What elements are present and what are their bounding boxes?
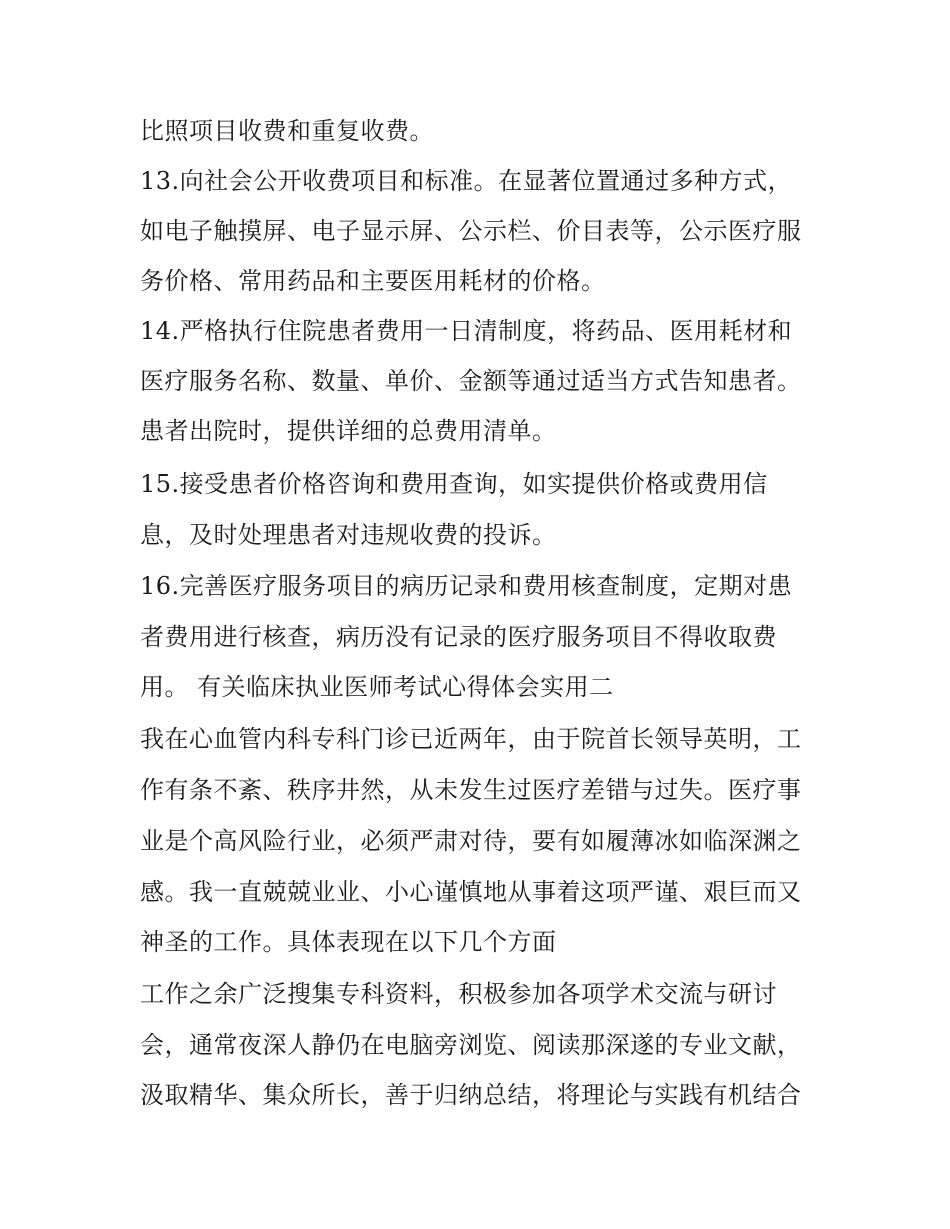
text-line: 者费用进行核查，病历没有记录的医疗服务项目不得收取费 — [140, 623, 777, 651]
text-line: 比照项目收费和重复收费。 — [140, 117, 434, 145]
text-line: 15.接受患者价格咨询和费用查询，如实提供价格或费用信 — [140, 470, 768, 498]
text-line: 感。我一直兢兢业业、小心谨慎地从事着这项严谨、艰巨而又 — [140, 878, 802, 906]
text-line: 13.向社会公开收费项目和标准。在显著位置通过多种方式， — [140, 167, 793, 195]
text-line: 息，及时处理患者对违规收费的投诉。 — [140, 521, 557, 549]
text-line: 14.严格执行住院患者费用一日清制度，将药品、医用耗材和 — [140, 317, 793, 345]
text-line: 作有条不紊、秩序井然，从未发生过医疗差错与过失。医疗事 — [140, 776, 802, 804]
text-line: 患者出院时，提供详细的总费用清单。 — [140, 417, 557, 445]
text-line: 我在心血管内科专科门诊已近两年，由于院首长领导英明，工 — [140, 725, 802, 753]
text-line: 汲取精华、集众所长，善于归纳总结，将理论与实践有机结合 — [140, 1081, 802, 1109]
text-line: 务价格、常用药品和主要医用耗材的价格。 — [140, 267, 606, 295]
text-line: 神圣的工作。具体表现在以下几个方面 — [140, 928, 557, 956]
text-line: 会，通常夜深人静仍在电脑旁浏览、阅读那深遂的专业文献， — [140, 1031, 802, 1059]
text-line: 16.完善医疗服务项目的病历记录和费用核查制度，定期对患 — [140, 572, 793, 600]
text-line: 工作之余广泛搜集专科资料，积极参加各项学术交流与研讨 — [140, 980, 777, 1008]
text-line: 医疗服务名称、数量、单价、金额等通过适当方式告知患者。 — [140, 367, 802, 395]
text-line: 业是个高风险行业，必须严肃对待，要有如履薄冰如临深渊之 — [140, 827, 802, 855]
text-line: 用。 有关临床执业医师考试心得体会实用二 — [140, 673, 614, 701]
text-line: 如电子触摸屏、电子显示屏、公示栏、价目表等，公示医疗服 — [140, 217, 802, 245]
